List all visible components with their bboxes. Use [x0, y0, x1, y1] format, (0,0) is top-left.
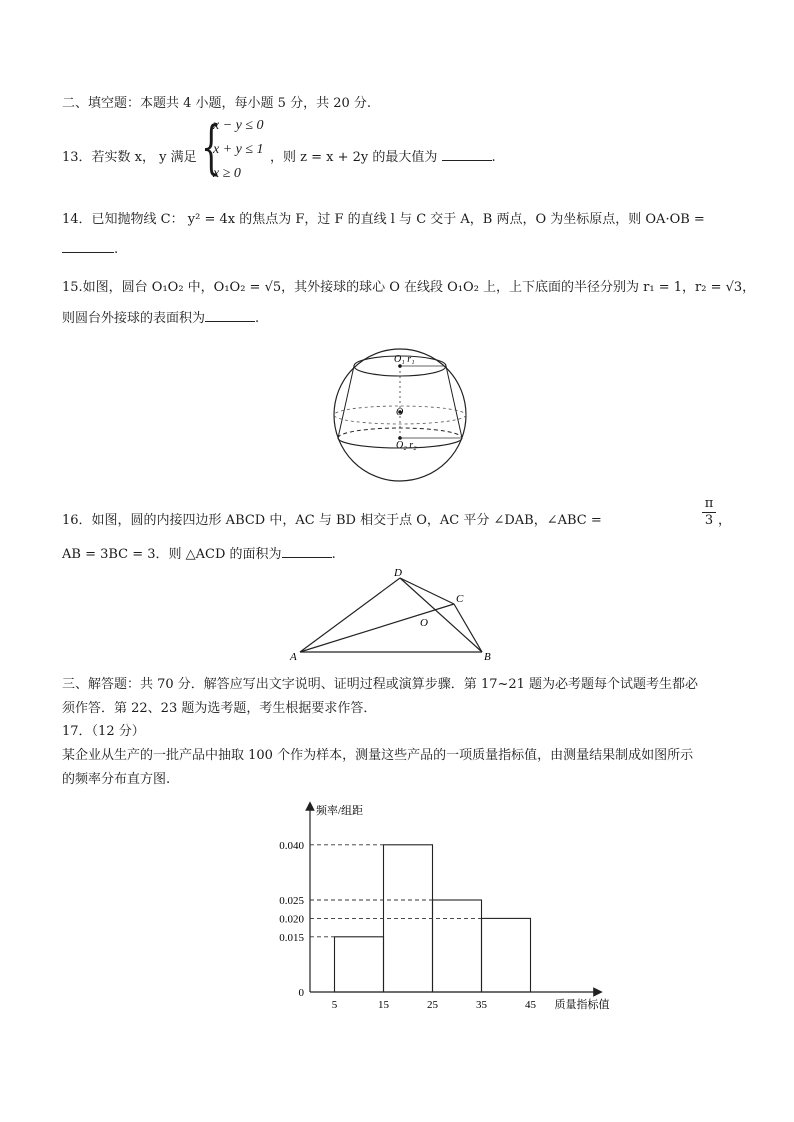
- y-axis-label: 频率/组距: [316, 805, 364, 817]
- question-16-comma: ，: [718, 513, 732, 528]
- y-tick-label: 0.025: [279, 895, 304, 907]
- fraction-pi-over-3: [702, 496, 716, 529]
- question-16-line2: AB = 3BC = 3．则 △ACD 的面积为 .: [62, 547, 336, 562]
- section3-line2: 须作答．第 22、23 题为选考题，考生根据要求作答．: [62, 701, 377, 716]
- question-15-line1: 15.如图，圆台 O₁O₂ 中，O₁O₂ = √5，其外接球的球心 O 在线段 O₁O₂ 上，上下底面的半径分别为 r₁ = 1，r₂ = √3，: [62, 280, 756, 295]
- section3-line1: 三、解答题：共 70 分．解答应写出文字说明、证明过程或演算步骤．第 17~21 题为必考题每个试题考生都必: [62, 677, 699, 692]
- label-o: O: [420, 617, 428, 629]
- constraint-2: x + y ≤ 1: [213, 142, 264, 157]
- question-15-line2: 则圆台外接球的表面积为 .: [62, 311, 260, 326]
- label-o: O: [396, 407, 404, 418]
- x-tick-label: 15: [378, 999, 389, 1011]
- y-tick-label: 0.040: [279, 839, 304, 852]
- question-17-number: 17．（12 分）: [62, 724, 145, 739]
- segment-cb: [454, 604, 482, 652]
- diagonal-ac: [300, 604, 454, 652]
- answer-blank: [62, 240, 114, 253]
- label-a: A: [290, 651, 297, 663]
- x-tick-label: 25: [427, 999, 438, 1011]
- question-14: 14．已知抛物线 C： y² = 4x 的焦点为 F，过 F 的直线 l 与 C 交于 A，B 两点，O 为坐标原点，则 OA·OB =: [62, 212, 705, 227]
- label-b: B: [484, 651, 491, 663]
- histogram-bar: [433, 900, 482, 992]
- question-13-prefix: 13．若实数 x， y 满足: [62, 150, 197, 165]
- question-16-line1: 16．如图，圆的内接四边形 ABCD 中，AC 与 BD 相交于点 O，AC 平分 ∠DAB，∠ABC =: [62, 513, 602, 528]
- label-o2-r2: O₂ r₂: [396, 440, 417, 451]
- histogram-bar: [335, 937, 384, 992]
- label-c: C: [456, 593, 464, 605]
- histogram-bar: [482, 918, 531, 992]
- question-13-suffix: ，则 z = x + 2y 的最大值为 .: [270, 150, 496, 165]
- x-tick-label: 35: [476, 999, 487, 1011]
- constraint-1: x − y ≤ 0: [213, 118, 264, 133]
- question-17-line1: 某企业从生产的一批产品中抽取 100 个作为样本，测量这些产品的一项质量指标值，由测量结果制成如图所示: [62, 748, 694, 763]
- constraint-3: x ≥ 0: [213, 166, 241, 181]
- x-axis-label: 质量指标值: [554, 999, 610, 1011]
- label-d: D: [394, 567, 402, 579]
- x-tick-label: 5: [331, 999, 338, 1011]
- frustum-sphere-figure: [320, 340, 480, 490]
- answer-blank: [205, 309, 255, 322]
- y-tick-label: 0: [298, 987, 304, 999]
- brace-icon: {: [201, 113, 222, 181]
- frequency-histogram: [262, 800, 610, 1022]
- x-tick-label: 45: [525, 999, 536, 1011]
- label-o1-r1: O₁ r₁: [394, 354, 415, 365]
- fraction-numerator: π: [704, 496, 714, 511]
- answer-blank-line: .: [62, 240, 118, 257]
- question-17-line2: 的频率分布直方图.: [62, 772, 171, 787]
- diagonal-bd: [400, 578, 482, 652]
- segment-ad: [300, 578, 400, 652]
- answer-blank: [442, 148, 492, 161]
- answer-blank: [282, 545, 332, 558]
- fraction-denominator: 3: [704, 513, 714, 528]
- y-tick-label: 0.015: [279, 931, 304, 944]
- section-heading: 二、填空题：本题共 4 小题，每小题 5 分，共 20 分.: [62, 96, 372, 111]
- y-tick-label: 0.020: [279, 913, 304, 926]
- quadrilateral-figure: [290, 566, 500, 666]
- segment-dc: [400, 578, 454, 604]
